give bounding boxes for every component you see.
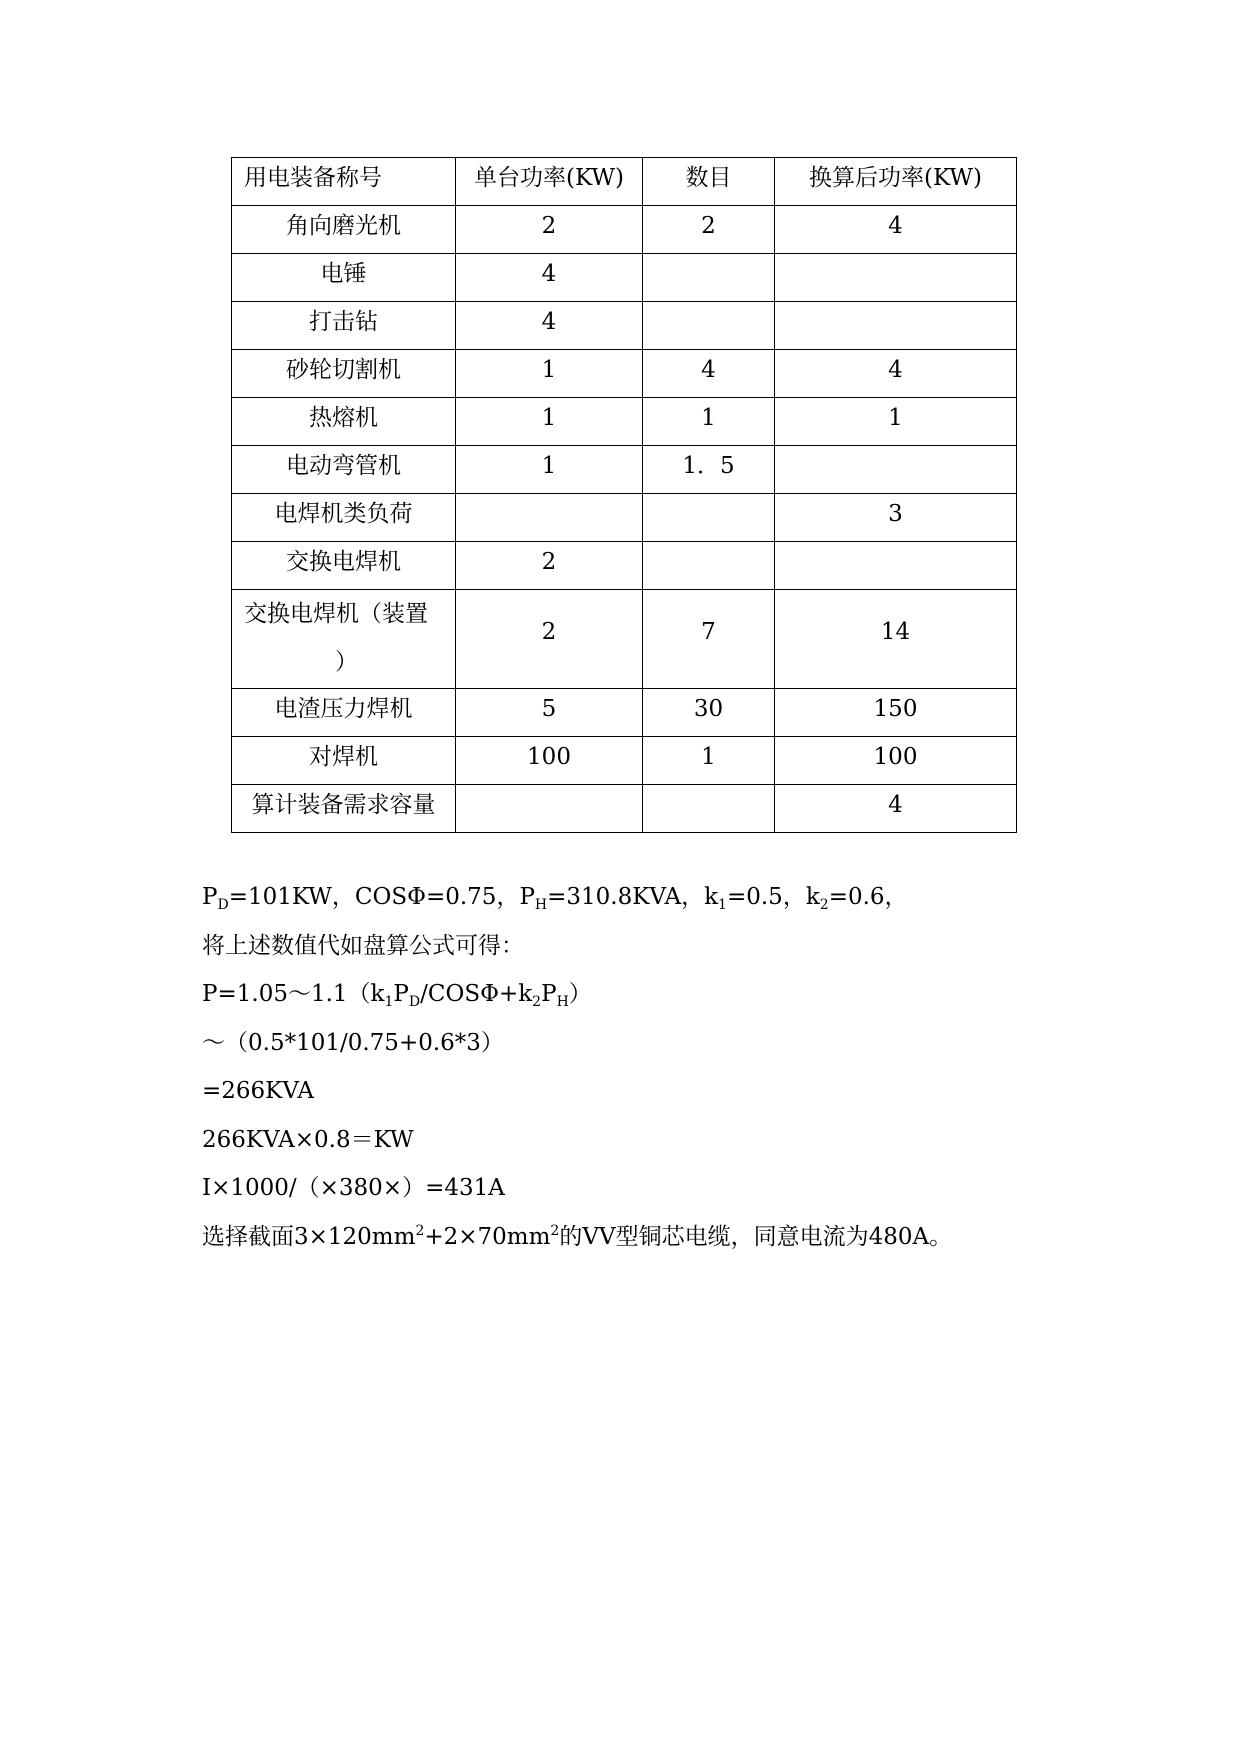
subscript: 1 [384,994,394,1010]
table-cell: 算计装备需求容量 [232,785,456,833]
table-header-row [232,158,1017,206]
table-cell: 5 [456,689,643,737]
table-row [232,446,1017,494]
superscript: 2 [415,1222,425,1239]
table-row [232,785,1017,833]
table-row [232,737,1017,785]
table-cell: 2 [643,206,775,254]
table-row [232,542,1017,590]
table-cell [775,302,1017,350]
text-run: P [541,981,557,1007]
table-cell [775,254,1017,302]
subscript: D [408,994,421,1010]
table-cell [775,446,1017,494]
table-cell: 150 [775,689,1017,737]
intro-line: 将上述数值代如盘算公式可得： [202,932,524,959]
current-line: I×1000/（×380×）=431A [202,1175,505,1201]
table-cell: 4 [643,350,775,398]
subscript: D [217,897,229,913]
text-run: ） [568,981,592,1007]
text-run: =0.6， [828,884,908,910]
text-run: P [202,884,218,910]
table-cell: 1 [456,350,643,398]
text-run: P [393,981,409,1007]
table-cell: 100 [456,737,643,785]
table-cell [643,254,775,302]
table-cell: 2 [456,590,643,689]
text-run: 的VV型铜芯电缆，同意电流为480A。 [559,1223,953,1250]
table-cell: 4 [775,206,1017,254]
table-cell: 2 [456,542,643,590]
header-cell: 单台功率(KW) [456,158,643,206]
table-cell: 电焊机类负荷 [232,494,456,542]
table-cell [456,785,643,833]
text-run: P=1.05～1.1（k [202,981,385,1007]
cable-selection-line [202,1213,1102,1262]
equipment-power-table [231,157,1017,833]
table-cell [643,494,775,542]
cell-line: ） [335,649,358,675]
calculation-text [202,873,1102,1261]
table-cell: 100 [775,737,1017,785]
header-cell: 数目 [643,158,775,206]
table-cell [232,590,456,689]
formula-line [202,970,1102,1019]
superscript: 2 [550,1222,560,1239]
table-cell [643,542,775,590]
power-line: 266KVA×0.8＝KW [202,1126,414,1153]
table-cell: 1 [456,398,643,446]
text-run: =0.5，k [726,884,820,910]
table-cell: 1．5 [643,446,775,494]
table-row [232,254,1017,302]
table-cell: 4 [456,254,643,302]
table-cell: 1 [775,398,1017,446]
cell-line: 交换电焊机（装置 [244,601,428,627]
table-cell: 14 [775,590,1017,689]
text-run: +2×70mm [424,1223,551,1250]
result-line: =266KVA [202,1078,315,1104]
subscript: 1 [718,897,727,913]
table-cell: 交换电焊机 [232,542,456,590]
table-cell [456,494,643,542]
subscript: H [556,994,569,1010]
subscript: 2 [532,994,542,1010]
table-cell: 砂轮切割机 [232,350,456,398]
table-cell: 3 [775,494,1017,542]
table-cell: 热熔机 [232,398,456,446]
table-cell: 2 [456,206,643,254]
table-cell: 1 [643,398,775,446]
table-cell: 1 [456,446,643,494]
substitution-line: ～（0.5*101/0.75+0.6*3） [202,1029,504,1056]
table-row [232,590,1017,689]
table-cell: 4 [775,350,1017,398]
table-cell: 4 [775,785,1017,833]
text-run: /COSΦ+k [420,981,533,1007]
table-row [232,206,1017,254]
table-cell: 1 [643,737,775,785]
table-row [232,689,1017,737]
table-cell [775,542,1017,590]
parameters-line [202,873,1102,922]
header-cell: 换算后功率(KW) [775,158,1017,206]
table-row [232,398,1017,446]
subscript: H [534,897,548,913]
subscript: 2 [819,897,829,913]
header-cell: 用电装备称号 [232,158,456,206]
table-row [232,302,1017,350]
text-run: 选择截面3×120mm [202,1223,416,1250]
table-cell: 打击钻 [232,302,456,350]
table-cell: 30 [643,689,775,737]
table-cell: 7 [643,590,775,689]
table-cell [643,785,775,833]
table-row [232,350,1017,398]
text-run: =310.8KVA，k [547,884,719,910]
table-cell: 4 [456,302,643,350]
table-cell: 角向磨光机 [232,206,456,254]
text-run: =101KW，COSΦ=0.75，P [228,884,535,910]
table-cell: 对焊机 [232,737,456,785]
table-cell: 电锤 [232,254,456,302]
table-cell: 电渣压力焊机 [232,689,456,737]
table-row [232,494,1017,542]
table-cell [643,302,775,350]
table-cell: 电动弯管机 [232,446,456,494]
